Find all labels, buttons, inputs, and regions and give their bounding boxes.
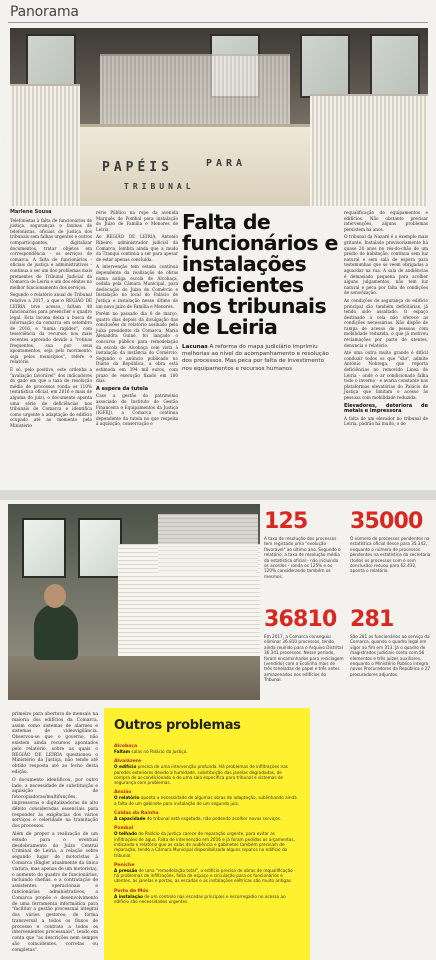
stat-block: [350, 608, 432, 677]
byline: Marlene Sousa: [10, 209, 52, 215]
stat-number: 36810: [264, 607, 337, 632]
photo-paper-stack: [10, 84, 80, 206]
photo-person-head: [44, 584, 66, 608]
other-problems-box: [104, 708, 310, 960]
paragraph: O tribunal da Nazaré é o exemplo mais gritante. Instalado provisoriamente há quase 20 anos no rés-do-chão de um prédio de habitação, continua sem luz natural e sem sala de espera para testemunhas que se veem obrigadas a aguardar na rua. A sala de audiências é demasiado pequena para acolher alguns julgamentos, não tem luz natural e peca por falta de condições de sonorização.: [344, 234, 428, 296]
box-item-bold: O telhado: [114, 831, 137, 837]
box-label-tribunal: TRIBUNAL: [124, 182, 195, 191]
photo-window: [22, 518, 66, 578]
box-item-body: do tribunal está esgotada, não podendo acolher novos serviços.: [146, 816, 282, 822]
box-item-text: [114, 894, 298, 905]
box-items: [114, 744, 298, 909]
box-item: [114, 759, 298, 785]
box-item-place: Alcobaça: [114, 744, 138, 749]
top-photo-files-box: [10, 28, 428, 206]
paragraph: Porém no passado dia 8 de março, quatro dias depois da divulgação das conclusões do relatório assinado pela juíza presidente da Comarca, Maria Alexandra Guiné, foi lançado o concurso público para remodelação da escola de Alcobaça com vista à instalação da instância do Comércio. Segundo o anúncio publicado no Diário da República, a obra está estimada em 394 mil euros, com prazo de execução fixado em 180 dias.: [96, 311, 178, 384]
box-item-place: Alvaiázere: [114, 759, 142, 765]
box-item-bold: A instalação: [114, 893, 143, 899]
photo-paper-stack: [158, 514, 258, 574]
box-item-place: Pombal: [114, 826, 134, 832]
box-item: [114, 826, 298, 857]
box-item-bold: Faltam: [114, 749, 131, 754]
article-column-1: [10, 210, 92, 431]
box-label-para: PARA: [206, 158, 247, 169]
box-item-bold: O relatório: [114, 795, 140, 801]
paragraph: Segundo o relatório anual do Tribunal relativo a 2017, a que o REGIÃO DE LEIRIA teve acesso, faltam 48 funcionários para preencher o quadro legal. Esta lacuna deixa a busca de informação da comarca em setembro de 2016, e "numa rapidez", com tese/ciência da recursos nos mais recentes aprovado devido a "rotinas frequentes, sua por seus apontamentos, seja pelo movimento, seja pelos municípios", refere o relatório.: [10, 292, 92, 365]
photo-person: [34, 604, 78, 660]
box-item: [114, 863, 298, 884]
box-item-text: [114, 816, 298, 821]
article-column-bottom: [12, 712, 98, 956]
box-item-body: salas no Palácio da Justiça.: [131, 749, 188, 754]
box-item-text: [114, 831, 298, 857]
stat-block: [264, 608, 344, 683]
box-item-bold: A pressão: [114, 867, 138, 873]
box-item-place: Peniche: [114, 862, 135, 868]
paragraph: A intervenção tem estado contínua dependente da realização de obras numa antiga escola de Alcobaça, cedida pela Câmara Municipal, para deslocação do Juízo de Comércio e Instalação no local do Palácio de Justiça e instalação nesse último de um novo juízo de Família e Menores.: [96, 264, 178, 309]
box-item-body: aponta a necessidade de algumas obras de adaptação, sublinhando ainda a falta de um gabinete para instalação de um segundo juiz.: [114, 795, 297, 806]
paragraph: Além de propor a realização de um estudo para o eventual desdobramento do Juízo Central Criminal de Leiria, a relação sobre segundo lugar de motoristas à Comarca (Engler atualmente da única viatura, mas apenas de um motorista), o aumento do quadro de funcionários, incluindo chefias, e a contratação de assistentes operacionais e funcionários administrativos, a Comarca propõe o desenvolvimento de uma ferramenta informática para "facilitar a gestão processual integral dos vários gestores; de forma transversal a todos os fluxos de processo e contrato a todos os intervenientes processuais", tendo em conta que "as descrições nem sempre são coincidentes, corretas ou completas".: [12, 831, 98, 953]
box-item-text: [114, 764, 298, 785]
lead-paragraph: [182, 344, 334, 373]
paragraph: requalificação de equipamentos e edifícios. Não obstante precisar intervenções, alguns problemas persistem há anos.: [344, 210, 428, 232]
paragraph: rério Público na rope da avenida Marquês de Pombal para instalação do Juízo de Família e Menores de Leiria.: [96, 210, 178, 232]
box-item-place: Porto de Mós: [114, 888, 149, 894]
stat-number: 125: [264, 509, 308, 534]
stat-number: 35000: [350, 509, 423, 534]
box-item-bold: O edifício: [114, 764, 137, 770]
box-item-text: [114, 868, 298, 884]
box-item: [114, 811, 298, 821]
photo-window: [300, 34, 350, 98]
section-rule: [8, 22, 428, 23]
paragraph: Até uma outra muito grande é difícil conduzir todos os que "são", admite António Nobrega, que reporta deficiências no removido Linea de Leiria - onde o ar condicionado falha todo o inverno - e avaria constante nas plataformas elevatórias do Palácio de Justiça que limitam o acesso às pessoas com mobilidade reduzida.: [344, 350, 428, 400]
article-column-4: [344, 210, 428, 429]
stat-block: [264, 510, 344, 579]
section-heading: Panorama: [10, 4, 79, 20]
paragraph: A falta de um elevador no tribunal de Leiria, padrão há muito, o de: [344, 415, 428, 427]
box-item: [114, 744, 298, 754]
lead-kicker: Lacunas: [182, 344, 208, 350]
stat-text: O número de processos pendentes na estatística oficial desce para 35.342, enquanto o número de processos pendentes na estatística da secretaria (todos os processos com e sem conclusão) recuou para 62.432, aponta o relatório.: [350, 536, 431, 574]
box-item-text: [114, 749, 298, 754]
box-item-place: Caldas da Rainha: [114, 811, 159, 817]
box-item-body: de um controlo nas escadas principais e escorregadio no acesso ao edifício são necessidades urgentes.: [114, 893, 286, 905]
paragraph: Caso a gestão do património associado do Instituto de Gestão Financeira e Equipamentos da Justiça (IGFEJ), a Comarca continua dependente da tutela no que respeita à aquisição, conservação e: [96, 393, 178, 427]
stat-text: Em 2017, a Comarca conseguiu eliminar 36.810 processos, tendo ainda reunido para o Arquivo Distrital 36.341 processos. Nesse período, foram encaminhados para reciclagem (vendido) com a Ecolinha mais de três toneladas de papel e três antes armazenados nos edifícios do Tribunal.: [264, 634, 344, 683]
stat-text: A taxa de resolução dos processos tem registado uma "evolução favorável" ao último ano. Segundo o relatório, a taxa de resolução média da estatística oficial - não incluindo os acordos - ronda os 125% e os 120% considerando também os mesmos.: [264, 536, 341, 579]
photo-window: [78, 518, 122, 578]
photo-credit: Foto: Ricardo Graça: [2, 130, 7, 170]
box-label-papeis: PAPÉIS: [102, 160, 173, 175]
paragraph: É só, pelo positivo, este ordenha a "avaliação favorável" dos indicadores do gado em que a taxa de resolução médio de processos ronda os 110% (estatística oficial, em 2016 e mais de alguma do juiz), o documento aponta uma série de deficiências nos tribunais de Comarca e identifica como urgente a adaptação do edifício ocupado até ao momento pelo Ministério: [10, 367, 92, 428]
paragraph: As condições de segurança do edifício principal são também deficitárias, já tendo sido assaltado. O espaço destinado a cela não oferece as condições necessárias. Não dispõe de rampa de acesso de pessoas com mobilidade reduzida, o que já motivou reclamações por parte de utentes, denuncia o relatório.: [344, 297, 428, 348]
bottom-photo-archive: [8, 504, 260, 700]
stat-text: São 281 os funcionários ao serviço da Comarca, quando o quadro legal em vigor ao fim em 313. Já o quadro de magistrados judiciais conta com 56 elementos e três juízes auxiliares, enquanto o Ministério Público integra novos Procuradores da República e 27 procuradores adjuntos.: [350, 634, 431, 677]
paragraph: O documento identificou, por outro lado, a necessidade de substituição e aquisição de fotocopiadoras/multifunções, impressoras e digitalizadoras de alto débito consideradas essenciais para responder às exigências dos vários serviços e celeridade na tramitação dos processos.: [12, 777, 98, 830]
box-title: Outros problemas: [114, 718, 241, 733]
photo-paper-stack: [310, 94, 428, 206]
article-column-2: [96, 210, 178, 429]
paragraph: primeiro para abertura de mensais na maioria dos edifícios da Comarca, assim como sistemas de alarmes e sistemas de videovigilância. Observou-se que o governo, não existem ainda recursos apontados pelo relatório, sobre as quais o REGIÃO DE LEIRIA questionou o Ministério da Justiça, não tendo até obtido resposta até ao fecho desta edição.: [12, 712, 98, 775]
paragraph: Telefonistas à falta de funcionários de justiça, seguranças e faxinas de telefonistas, oficiais de justiça dos tribunais sem falhas urgentes e outros comparticipantes, digitalizar documentos, tratar objetos em correspondência - os serviços de comarca. A falta de funcionários - oficiais de justiça e administrativos - continua a ser um dos problemas mais prementes do Tribunal Judicial da Comarca de Leiria e um dos efeitos no melhor funcionamento dos serviços.: [10, 217, 92, 290]
lead-text: A reforma do mapa judiciário imprimiu melhorias ao nível do acompanhamento e resolução dos processos. Mas peca por falta de investimento nos equipamentos e recursos humanos: [182, 344, 329, 372]
subheading: Elevadores, deteriora de metais e impressora: [344, 402, 428, 415]
subheading: A espera da tutela: [96, 385, 149, 392]
stat-block: [350, 510, 432, 574]
box-item-bold: A capacidade: [114, 816, 146, 822]
box-item-body: precisa de uma intervenção profunda. Há problemas de infiltrações nas paredes exteriores devido à humidade, substituição das janelas degradadas, de compra de ar-condicionado e de uma sala específica para tribunal e sistemas de segurança com problemas.: [114, 764, 288, 786]
stat-number: 281: [350, 607, 394, 632]
photo-window: [370, 34, 420, 98]
photo-desk: [8, 656, 260, 700]
box-item: [114, 889, 298, 905]
bottom-article-clipping: [0, 500, 436, 960]
box-item: [114, 790, 298, 806]
headline: Falta de funcionários e instalações deficientes nos tribunais de Leiria: [182, 210, 338, 339]
box-item-text: [114, 795, 298, 806]
box-item-body: de uma "remodelação total", o edifício precisa de obras de requalificação - há problemas de infiltrações, falta de espaço e circulação para os funcionários e utentes, as janelas e portas, as escadas e as instalações elétricas são muito antigas.: [114, 867, 296, 884]
box-item-place: Ansião: [114, 790, 132, 796]
box-item-body: do Palácio da Justiça carece de reparação urgente, para evitar as infiltrações de água. Falta de intervenção em 2016 e já foram pedidos os orçamentos, indicando o relatório que as salas de audiência e gabinetes também precisam de reparação, tendo a Câmara Municipal disponibilizado alguns reparos no edifício do tribunal.: [114, 831, 295, 858]
paragraph: Ao REGIÃO DE LEIRIA, Antonio Ribeiro, administrador judicial da Comarca, lembra ainda que a mudo da Tranqui continua a ser para apesar de estar apenas concluída.: [96, 234, 178, 262]
